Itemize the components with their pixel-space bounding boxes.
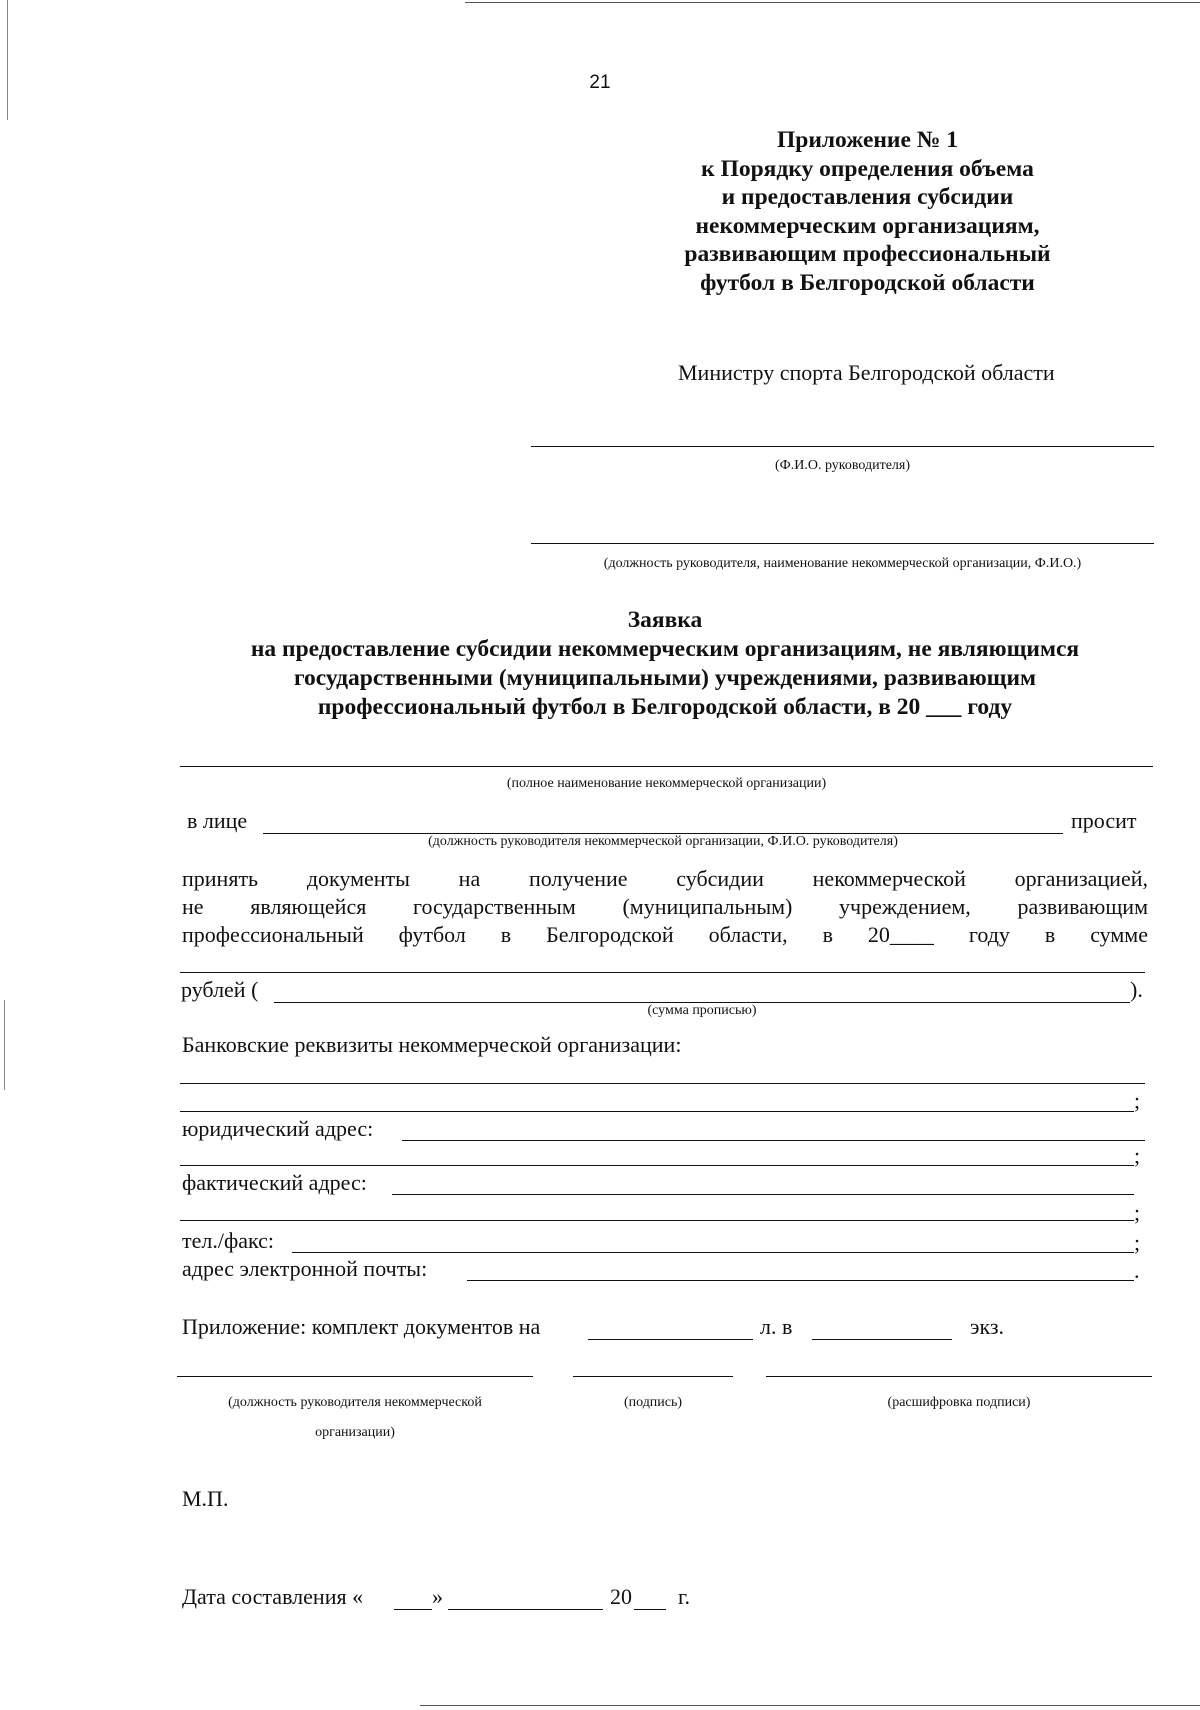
paragraph-line-3: профессиональный футбол в Белгородской области, в 20____ году в сумме	[182, 922, 1148, 947]
annex-header	[640, 126, 1095, 297]
annex-line: и предоставления субсидии	[721, 184, 1014, 210]
signature-decoding-caption: (расшифровка подписи)	[887, 1395, 1031, 1410]
title-line: профессиональный футбол в Белгородской области, в 20 ___ году	[317, 694, 1013, 720]
date-year-suffix: г.	[678, 1584, 691, 1609]
date-close-quote: »	[432, 1584, 443, 1609]
attachment-sheets-line[interactable]	[588, 1339, 753, 1340]
phone-fax-label: тел./факс:	[182, 1228, 275, 1253]
title-line: государственными (муниципальными) учреждениями, развивающим	[293, 665, 1037, 691]
director-position-caption: (должность руководителя, наименование некоммерческой организации, Ф.И.О.)	[603, 556, 1082, 571]
attachment-sheets-label: л. в	[760, 1314, 793, 1339]
legal-address-line-1[interactable]	[402, 1140, 1145, 1141]
date-year-line[interactable]	[634, 1609, 666, 1610]
actual-address-label: фактический адрес:	[182, 1170, 367, 1195]
legal-address-line-2[interactable]	[180, 1165, 1134, 1166]
annex-line: к Порядку определения объема	[701, 155, 1034, 182]
sum-digits-line[interactable]	[180, 972, 1145, 973]
period: .	[1134, 1258, 1140, 1283]
scan-top-edge-line	[465, 2, 1200, 3]
semicolon: ;	[1134, 1200, 1141, 1225]
director-fio-line[interactable]	[531, 446, 1154, 447]
annex-line: Приложение № 1	[776, 127, 959, 153]
application-title	[180, 606, 1150, 722]
date-month-line[interactable]	[448, 1609, 603, 1610]
date-year-prefix: 20	[610, 1584, 632, 1609]
signature-position-caption	[177, 1388, 533, 1448]
org-name-caption: (полное наименование некоммерческой организации)	[506, 776, 827, 791]
annex-line: некоммерческим организациям,	[695, 212, 1040, 239]
rubles-close: ).	[1130, 977, 1143, 1002]
seal-label: М.П.	[182, 1486, 229, 1511]
director-fio-caption: (Ф.И.О. руководителя)	[775, 458, 910, 473]
org-name-line[interactable]	[180, 766, 1153, 767]
bank-details-label: Банковские реквизиты некоммерческой организации:	[182, 1032, 682, 1057]
actual-address-line-2[interactable]	[180, 1220, 1134, 1221]
page-number: 21	[589, 72, 611, 93]
date-day-line[interactable]	[394, 1609, 432, 1610]
semicolon: ;	[1134, 1143, 1141, 1168]
rubles-label: рублей (	[181, 977, 259, 1002]
annex-line: развивающим профессиональный	[684, 241, 1051, 267]
sum-caption: (сумма прописью)	[647, 1003, 757, 1018]
email-label: адрес электронной почты:	[182, 1256, 428, 1281]
bank-details-line-1[interactable]	[180, 1083, 1145, 1084]
signature-position-caption-line: организации)	[315, 1425, 395, 1440]
signature-position-caption-line: (должность руководителя некоммерческой	[228, 1395, 482, 1410]
signature-line[interactable]	[573, 1376, 733, 1377]
date-label: Дата составления «	[182, 1584, 364, 1609]
person-caption: (должность руководителя некоммерческой организации, Ф.И.О. руководителя)	[428, 834, 898, 849]
actual-address-line-1[interactable]	[392, 1194, 1134, 1195]
title-line: Заявка	[627, 607, 703, 633]
semicolon: ;	[1134, 1230, 1141, 1255]
attachment-copies-line[interactable]	[812, 1339, 952, 1340]
signature-decoding-line[interactable]	[766, 1376, 1152, 1377]
bank-details-line-2[interactable]	[180, 1111, 1134, 1112]
signature-position-line[interactable]	[177, 1376, 533, 1377]
scan-bottom-edge-line	[420, 1705, 1200, 1706]
in-person-label: в лице	[187, 808, 248, 833]
email-line[interactable]	[467, 1280, 1134, 1281]
title-line: на предоставление субсидии некоммерческим организациям, не являющимся	[250, 636, 1080, 662]
attachment-prefix: Приложение: комплект документов на	[182, 1314, 541, 1339]
attachment-copies-label: экз.	[970, 1314, 1005, 1339]
legal-address-label: юридический адрес:	[182, 1116, 374, 1141]
scan-left-edge-line-2	[4, 1000, 5, 1090]
paragraph-line-1: принять документы на получение субсидии некоммерческой организацией,	[182, 866, 1148, 891]
signature-caption: (подпись)	[623, 1395, 683, 1410]
director-position-line[interactable]	[531, 543, 1154, 544]
asks-label: просит	[1071, 808, 1137, 833]
scan-left-edge-line	[7, 0, 8, 120]
phone-fax-line[interactable]	[292, 1252, 1134, 1253]
paragraph-line-2: не являющейся государственным (муниципальным) учреждением, развивающим	[182, 894, 1148, 919]
annex-line: футбол в Белгородской области	[700, 269, 1035, 296]
semicolon: ;	[1134, 1088, 1141, 1113]
addressee-minister: Министру спорта Белгородской области	[678, 360, 1055, 385]
